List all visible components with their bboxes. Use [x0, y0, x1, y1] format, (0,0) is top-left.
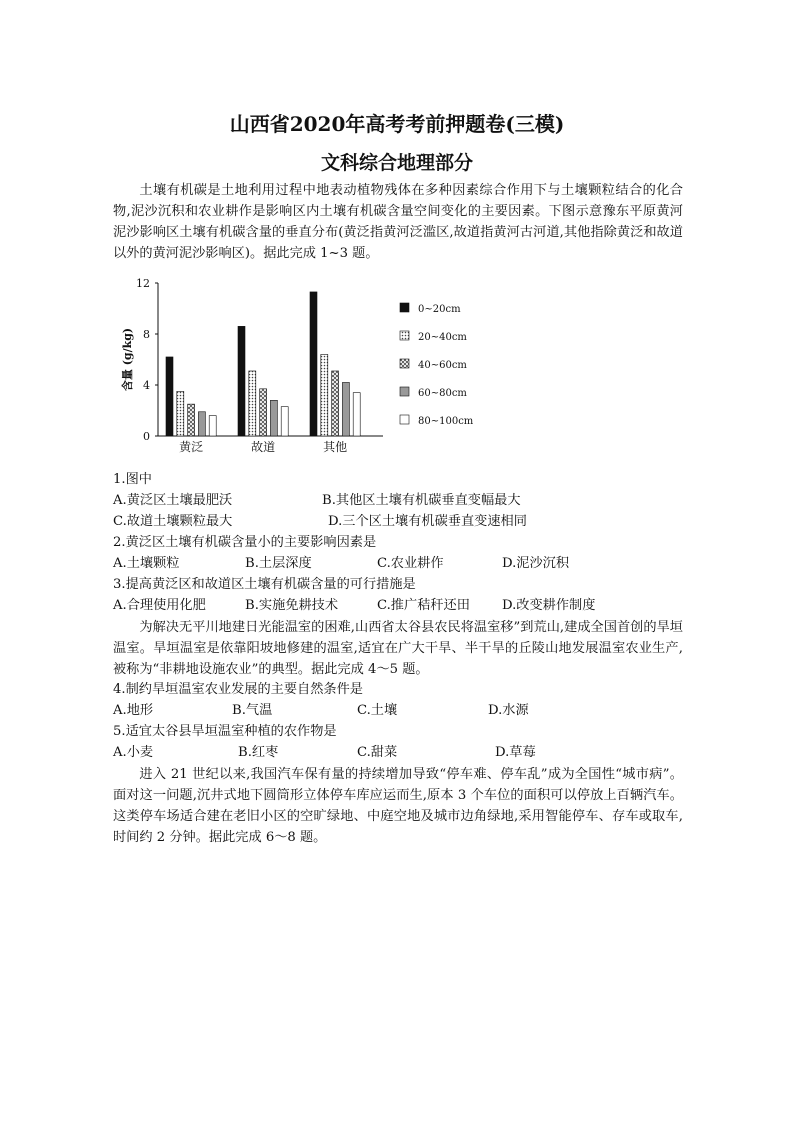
bar-故道-80~100cm [281, 407, 288, 436]
x-tick-label: 故道 [251, 440, 276, 454]
bar-黄泛-60~80cm [198, 412, 205, 436]
bar-故道-40~60cm [260, 389, 267, 436]
q4-option-b[interactable]: B.气温 [232, 703, 273, 718]
q5-option-d[interactable]: D.草莓 [495, 745, 536, 760]
legend-swatch [400, 331, 409, 340]
q4-option-c[interactable]: C.土壤 [357, 703, 398, 718]
q2-option-c[interactable]: C.农业耕作 [377, 556, 444, 571]
q3-option-d[interactable]: D.改变耕作制度 [502, 598, 596, 613]
y-tick-label: 12 [136, 277, 150, 290]
legend-swatch [400, 387, 409, 396]
bar-其他-80~100cm [353, 393, 360, 436]
legend-swatch [400, 415, 409, 424]
q2-option-b[interactable]: B.土层深度 [245, 556, 312, 571]
bar-黄泛-20~40cm [177, 391, 184, 436]
intro-paragraph-3: 进入 21 世纪以来,我国汽车保有量的持续增加导致“停车难、停车乱”成为全国性“城市病”。面对这一问题,沉井式地下圆筒形立体停车库应运而生,原本 3 个车位的面积可以停放上百辆汽车。这类停车场适合建在老旧小区的空旷绿地、中庭空地及城市边角绿地,采用智能停车、存车或取车,时间约 2 分钟。据此完成 6～8 题。 [113, 767, 683, 845]
q3-option-b[interactable]: B.实施免耕技术 [245, 598, 339, 613]
bar-黄泛-80~100cm [209, 416, 216, 436]
q2-option-a[interactable]: A.土壤颗粒 [113, 556, 180, 571]
q1-stem: 1.图中 [113, 472, 152, 487]
legend-swatch [400, 303, 409, 312]
bar-黄泛-40~60cm [188, 404, 195, 436]
q3-option-c[interactable]: C.推广秸秆还田 [377, 598, 470, 613]
x-tick-label: 黄泛 [179, 440, 204, 454]
intro-paragraph-2: 为解决无平川地建日光能温室的困难,山西省太谷县农民将温室移”到荒山,建成全国首创的旱垣温室。旱垣温室是依靠阳坡地修建的温室,适宜在广大干旱、半干旱的丘陵山地发展温室农业生产,被称为“非耕地设施农业”的典型。据此完成 4～5 题。 [113, 620, 683, 677]
q5-option-a[interactable]: A.小麦 [113, 745, 154, 760]
q5-option-b[interactable]: B.红枣 [238, 745, 279, 760]
y-tick-label: 4 [143, 379, 150, 392]
q1-option-d[interactable]: D.三个区土壤有机碳垂直变速相同 [328, 514, 527, 529]
page-subtitle: 文科综合地理部分 [320, 152, 473, 174]
soil-carbon-bar-chart [113, 268, 493, 458]
q4-option-d[interactable]: D.水源 [488, 703, 529, 718]
q2-stem: 2.黄泛区土壤有机碳含量小的主要影响因素是 [113, 535, 377, 550]
legend-label: 40~60cm [418, 360, 467, 371]
legend-label: 80~100cm [418, 416, 474, 427]
q5-stem: 5.适宜太谷县旱垣温室种植的农作物是 [113, 724, 337, 739]
page-title: 山西省2020年高考考前押题卷(三模) [229, 112, 565, 136]
bar-其他-60~80cm [342, 382, 349, 436]
q4-option-a[interactable]: A.地形 [113, 703, 154, 718]
y-tick-label: 8 [143, 328, 150, 341]
bar-其他-0~20cm [310, 292, 317, 436]
q1-option-c[interactable]: C.故道土壤颗粒最大 [113, 514, 233, 529]
bar-黄泛-0~20cm [166, 357, 173, 436]
bar-故道-60~80cm [270, 400, 277, 436]
bar-故道-0~20cm [238, 326, 245, 436]
bar-故道-20~40cm [249, 371, 256, 436]
y-tick-label: 0 [143, 430, 150, 443]
intro-paragraph-1: 土壤有机碳是土地利用过程中地表动植物残体在多种因素综合作用下与土壤颗粒结合的化合物,泥沙沉积和农业耕作是影响区内土壤有机碳含量空间变化的主要因素。下图示意豫东平原黄河泥沙影响区土壤有机碳含量的垂直分布(黄泛指黄河泛滥区,故道指黄河古河道,其他指除黄泛和故道以外的黄河泥沙影响区)。据此完成 1~3 题。 [113, 183, 683, 261]
bar-其他-20~40cm [321, 354, 328, 436]
y-axis-label: 含量 (g/kg) [121, 327, 134, 392]
q1-option-b[interactable]: B.其他区土壤有机碳垂直变幅最大 [322, 493, 521, 508]
q1-option-a[interactable]: A.黄泛区土壤最肥沃 [113, 493, 233, 508]
x-tick-label: 其他 [323, 440, 348, 454]
q5-option-c[interactable]: C.甜菜 [357, 745, 398, 760]
q2-option-d[interactable]: D.泥沙沉积 [502, 556, 570, 571]
q3-option-a[interactable]: A.合理使用化肥 [113, 598, 206, 613]
legend-label: 60~80cm [418, 388, 467, 399]
legend-label: 0~20cm [418, 304, 461, 315]
q4-stem: 4.制约旱垣温室农业发展的主要自然条件是 [113, 682, 363, 697]
q3-stem: 3.提高黄泛区和故道区土壤有机碳含量的可行措施是 [113, 577, 416, 592]
bar-其他-40~60cm [332, 371, 339, 436]
legend-label: 20~40cm [418, 332, 467, 343]
legend-swatch [400, 359, 409, 368]
